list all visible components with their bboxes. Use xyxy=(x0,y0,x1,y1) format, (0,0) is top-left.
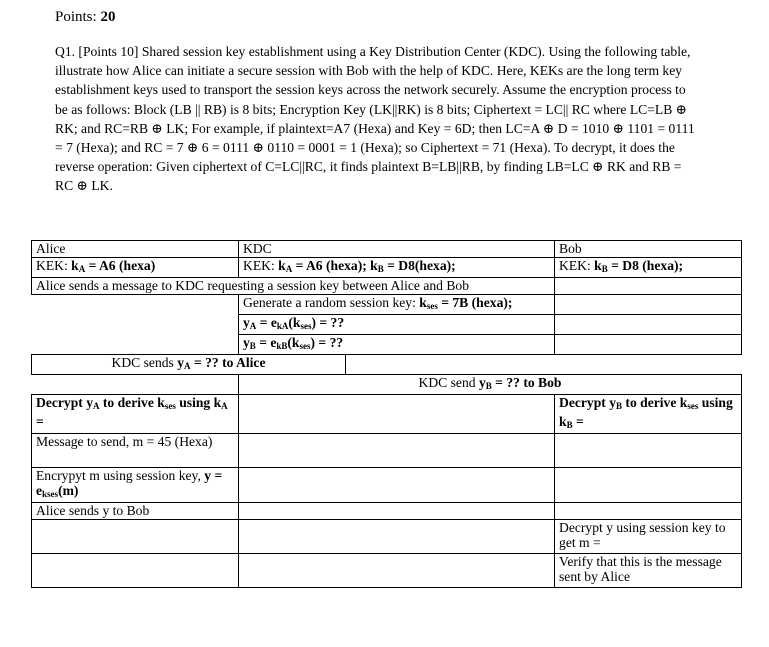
alice-message: Message to send, m = 45 (Hexa) xyxy=(32,434,239,468)
empty-cell xyxy=(32,295,239,315)
empty-cell xyxy=(239,434,555,468)
points-value: 20 xyxy=(100,9,116,25)
empty-cell xyxy=(239,520,555,554)
empty-cell xyxy=(555,468,742,503)
header-alice: Alice xyxy=(32,241,239,258)
empty-cell xyxy=(239,468,555,503)
empty-cell xyxy=(555,335,742,355)
kdc-ya: $y_A = e_{kA}(k_{ses})$ = ?? xyxy=(239,315,555,335)
kdc-sends-bob: KDC send $y_B$ = ?? to Bob xyxy=(239,375,742,395)
kdc-yb: $y_B = e_{kB}(k_{ses})$ = ?? xyxy=(239,335,555,355)
empty-cell xyxy=(555,503,742,520)
empty-cell xyxy=(555,295,742,315)
empty-cell xyxy=(32,315,239,335)
bob-kek: KEK: $k_B = D8$ (hexa); xyxy=(555,258,742,278)
empty-cell xyxy=(239,395,555,434)
empty-cell xyxy=(239,554,555,588)
empty-cell xyxy=(555,355,742,375)
alice-kek: KEK: $k_A = A6$ (hexa) xyxy=(32,258,239,278)
empty-cell xyxy=(555,434,742,468)
empty-cell xyxy=(32,554,239,588)
alice-request-row: Alice sends a message to KDC requesting a session key between Alice and Bob xyxy=(32,278,555,295)
bob-verify: Verify that this is the message sent by Alice xyxy=(555,554,742,588)
header-kdc: KDC xyxy=(239,241,555,258)
kdc-kek: KEK: $k_A = A6$ (hexa); $k_B$ = D8(hexa); xyxy=(239,258,555,278)
empty-cell xyxy=(239,503,555,520)
bob-decrypt-yb: Decrypt $y_B$ to derive $k_{ses}$ using $k_B$ = xyxy=(555,395,742,434)
empty-cell xyxy=(32,520,239,554)
points-label: Points: xyxy=(55,9,97,25)
empty-cell xyxy=(346,355,555,375)
empty-cell xyxy=(555,315,742,335)
empty-cell xyxy=(555,278,742,295)
kdc-sends-alice: KDC sends $y_A$ = ?? to Alice xyxy=(32,355,346,375)
empty-cell xyxy=(32,375,239,395)
alice-decrypt-ya: Decrypt $y_A$ to derive $k_{ses}$ using $k_A$ = xyxy=(32,395,239,434)
kdc-generate-key: Generate a random session key: $k_{ses} = 7B$ (hexa); xyxy=(239,295,555,315)
header-bob: Bob xyxy=(555,241,742,258)
alice-sends-y: Alice sends y to Bob xyxy=(32,503,239,520)
empty-cell xyxy=(32,335,239,355)
bob-decrypt-y: Decrypt y using session key to get m = xyxy=(555,520,742,554)
points-heading xyxy=(55,9,115,26)
kdc-table xyxy=(31,240,742,588)
alice-encrypt: Encrypyt m using session key, $y = e_{kses}(m)$ xyxy=(32,468,239,503)
question-text: Q1. [Points 10] Shared session key establishment using a Key Distribution Center (KDC). Using the following table, illustrate how Alice can initiate a secure session with Bob with the help of KDC. Here, KEKs are the long term key establishment keys used to transport the session keys across the network securely. Assume the encryption process to be as follows: Block (LB || RB) is 8 bits; Encryption Key (LK||RK) is 8 bits; Ciphertext = LC|| RC where LC=LB ⊕ RK; and RC=RB ⊕ LK; For example, if plaintext=A7 (Hexa) and Key = 6D; then LC=A ⊕ D = 1010 ⊕ 1101 = 0111 = 7 (Hexa); and RC = 7 ⊕ 6 = 0111 ⊕ 0110 = 0001 = 1 (Hexa); so Ciphertext = 71 (Hexa). To decrypt, it does the reverse operation: Given ciphertext of C=LC||RC, it finds plaintext B=LB||RB, by finding LB=LC ⊕ RK and RB = RC ⊕ LK. xyxy=(55,44,695,194)
